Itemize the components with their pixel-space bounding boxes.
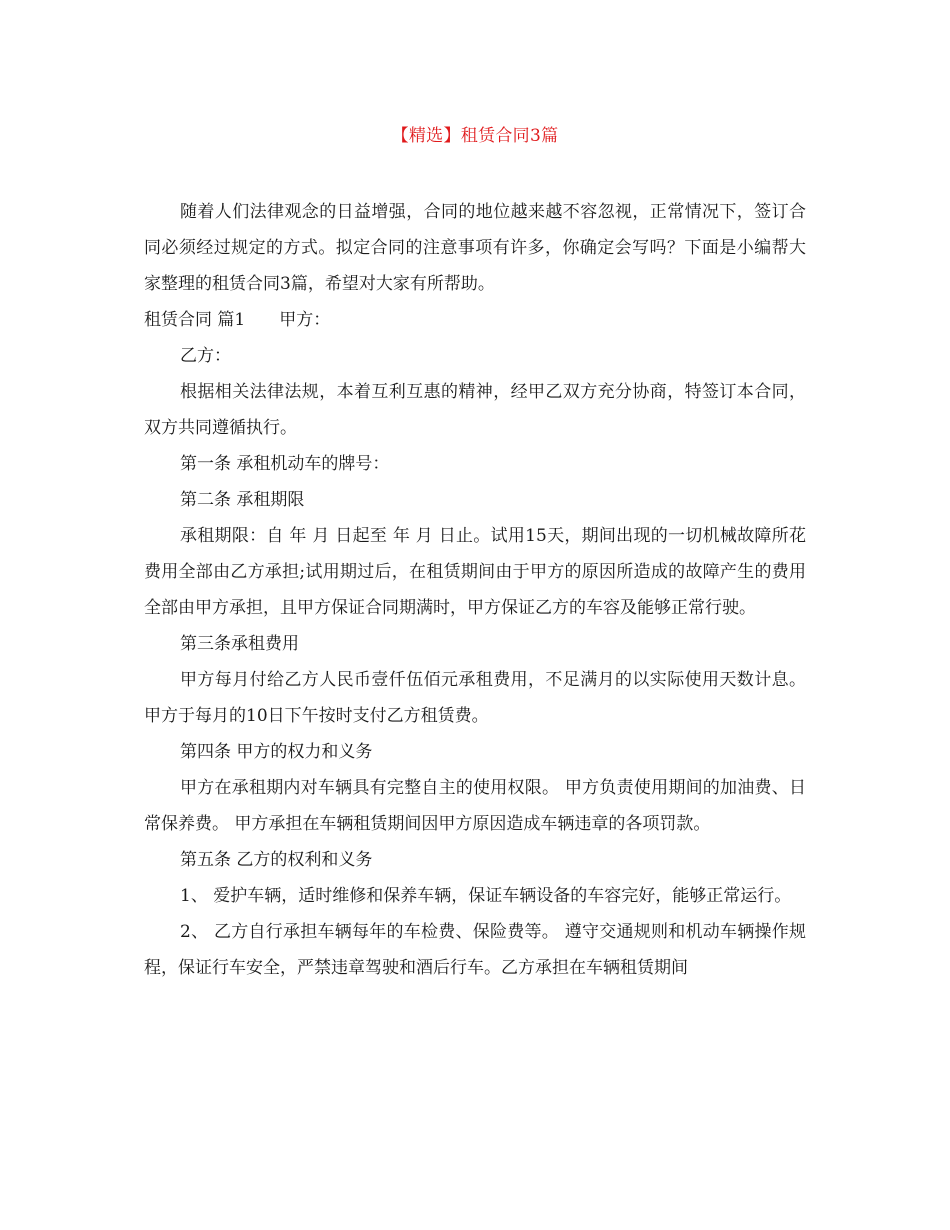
- article-5-item-2: 2、 乙方自行承担车辆每年的车检费、保险费等。 遵守交通规则和机动车辆操作规程，保证行车安全，严禁违章驾驶和酒后行车。乙方承担在车辆租赁期间: [144, 922, 806, 978]
- article-1-heading: 第一条 承租机动车的牌号：: [180, 454, 390, 474]
- article-4-heading: 第四条 甲方的权力和义务: [180, 742, 373, 762]
- document-body: [144, 194, 806, 986]
- article-2-heading: 第二条 承租期限: [180, 490, 305, 510]
- section-heading-line: [144, 302, 806, 338]
- preamble-paragraph: 根据相关法律法规，本着互利互惠的精神，经甲乙双方充分协商，特签订本合同，双方共同遵循执行。: [144, 382, 806, 438]
- article-5-heading: 第五条 乙方的权利和义务: [180, 850, 373, 870]
- document-title: 【精选】租赁合同3篇: [391, 126, 559, 146]
- section-label: 租赁合同 篇1: [144, 310, 246, 330]
- article-3-body: 甲方每月付给乙方人民币壹仟伍佰元承租费用，不足满月的以实际使用天数计息。甲方于每月的10日下午按时支付乙方租赁费。: [144, 670, 806, 726]
- article-3-heading: 第三条承租费用: [180, 634, 299, 654]
- intro-paragraph: 随着人们法律观念的日益增强，合同的地位越来越不容忽视，正常情况下，签订合同必须经过规定的方式。拟定合同的注意事项有许多，你确定会写吗？下面是小编帮大家整理的租赁合同3篇，希望对大家有所帮助。: [144, 202, 806, 294]
- party-b-label: 乙方：: [180, 346, 231, 366]
- party-a-label: 甲方：: [279, 310, 331, 330]
- article-4-body: 甲方在承租期内对车辆具有完整自主的使用权限。 甲方负责使用期间的加油费、日常保养费。 甲方承担在车辆租赁期间因甲方原因造成车辆违章的各项罚款。: [144, 778, 806, 834]
- article-5-item-1: 1、 爱护车辆，适时维修和保养车辆，保证车辆设备的车容完好，能够正常运行。: [180, 886, 792, 906]
- article-2-body: 承租期限：自 年 月 日起至 年 月 日止。试用15天，期间出现的一切机械故障所花费用全部由乙方承担;试用期过后，在租赁期间由于甲方的原因所造成的故障产生的费用全部由甲方承担，且甲方保证合同期满时，甲方保证乙方的车容及能够正常行驶。: [144, 526, 806, 618]
